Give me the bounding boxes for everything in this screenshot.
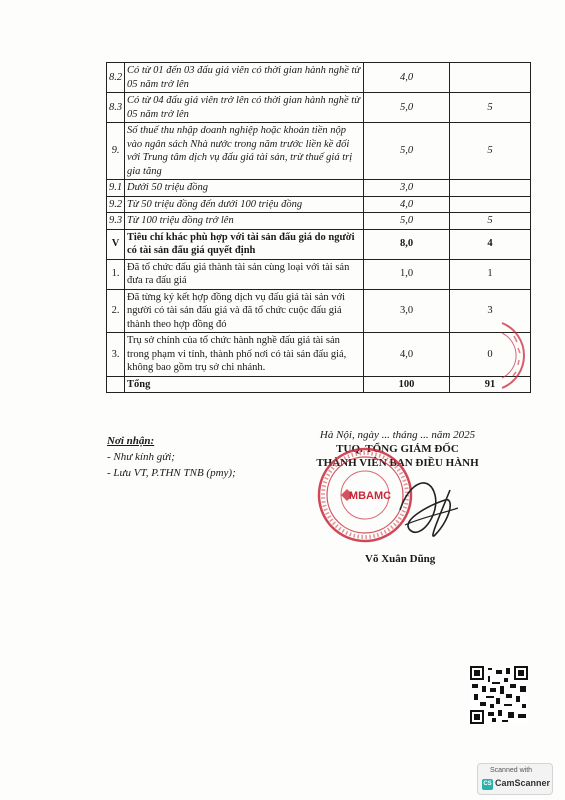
max-score: 8,0 [364,229,450,259]
criterion-text: Dưới 50 triệu đồng [125,180,364,197]
table-row [107,63,531,93]
recipient-item: - Lưu VT, P.THN TNB (pmy); [107,467,236,479]
awarded-score: 3 [450,289,531,333]
awarded-score: 4 [450,229,531,259]
total-row [107,376,531,393]
row-number: 3. [107,333,125,377]
table-row [107,259,531,289]
criterion-text: Có từ 04 đấu giá viên trở lên có thời gian hành nghề từ 05 năm trở lên [125,93,364,123]
criterion-text: Từ 50 triệu đồng đến dưới 100 triệu đồng [125,196,364,213]
qr-code-icon [470,666,528,724]
signer-name: Võ Xuân Dũng [365,553,436,565]
criterion-text: Từ 100 triệu đồng trở lên [125,213,364,230]
awarded-score [450,196,531,213]
table-row [107,333,531,377]
recipients-block [107,433,236,481]
criterion-text: Đã từng ký kết hợp đồng dịch vụ đấu giá tài sản với người có tài sản đấu giá và đã tổ chức cuộc đấu giá thành theo hợp đồng đó [125,289,364,333]
total-number-cell [107,376,125,393]
row-number: 9.3 [107,213,125,230]
row-number: 8.3 [107,93,125,123]
max-score: 3,0 [364,289,450,333]
criterion-text: Trụ sở chính của tổ chức hành nghề đấu giá tài sản trong phạm vi tỉnh, thành phố nơi có tài sản đấu giá, không bao gồm trụ sở chi nhánh. [125,333,364,377]
table-row [107,196,531,213]
criterion-text: Số thuế thu nhập doanh nghiệp hoặc khoản tiền nộp vào ngân sách Nhà nước trong năm trước liền kề đối với Trung tâm dịch vụ đấu giá tài sản, trừ thuế giá trị gia tăng [125,123,364,180]
row-number: 9.2 [107,196,125,213]
total-max-score: 100 [364,376,450,393]
row-number: V [107,229,125,259]
table-row [107,213,531,230]
row-number: 9.1 [107,180,125,197]
max-score: 3,0 [364,180,450,197]
criterion-text: Có từ 01 đến 03 đấu giá viên có thời gian hành nghề từ 05 năm trở lên [125,63,364,93]
max-score: 4,0 [364,333,450,377]
table-row [107,93,531,123]
criteria-table [106,62,531,393]
awarded-score [450,63,531,93]
awarded-score: 1 [450,259,531,289]
recipients-title: Nơi nhận: [107,435,155,447]
row-number: 2. [107,289,125,333]
table-row [107,289,531,333]
signer-role-line1: TUQ. TỔNG GIÁM ĐỐC [336,443,459,455]
side-stamp-fragment-icon [500,318,530,393]
awarded-score: 5 [450,123,531,180]
max-score: 4,0 [364,196,450,213]
max-score: 5,0 [364,123,450,180]
camscanner-name: CamScanner [495,778,551,788]
total-label: Tổng [125,376,364,393]
max-score: 1,0 [364,259,450,289]
camscanner-caption: Scanned with [490,767,533,774]
camscanner-badge [477,763,553,795]
max-score: 4,0 [364,63,450,93]
total-awarded-score: 91 [450,376,531,393]
table-row [107,229,531,259]
awarded-score: 0 [450,333,531,377]
table-row [107,123,531,180]
row-number: 8.2 [107,63,125,93]
awarded-score [450,180,531,197]
awarded-score: 5 [450,213,531,230]
criterion-text: Tiêu chí khác phù hợp với tài sản đấu giá do người có tài sản đấu giá quyết định [125,229,364,259]
table-row [107,180,531,197]
seal-text: MBAMC [348,490,392,502]
recipient-item: - Như kính gửi; [107,451,175,463]
criterion-text: Đã tổ chức đấu giá thành tài sản cùng loại với tài sản đưa ra đấu giá [125,259,364,289]
signing-date: Hà Nội, ngày ... tháng ... năm 2025 [319,429,476,441]
row-number: 9. [107,123,125,180]
max-score: 5,0 [364,93,450,123]
signer-role-line2: THÀNH VIÊN BAN ĐIỀU HÀNH [316,457,479,469]
row-number: 1. [107,259,125,289]
camscanner-logo-icon: CS [482,779,493,790]
awarded-score: 5 [450,93,531,123]
max-score: 5,0 [364,213,450,230]
handwritten-signature [390,470,465,550]
